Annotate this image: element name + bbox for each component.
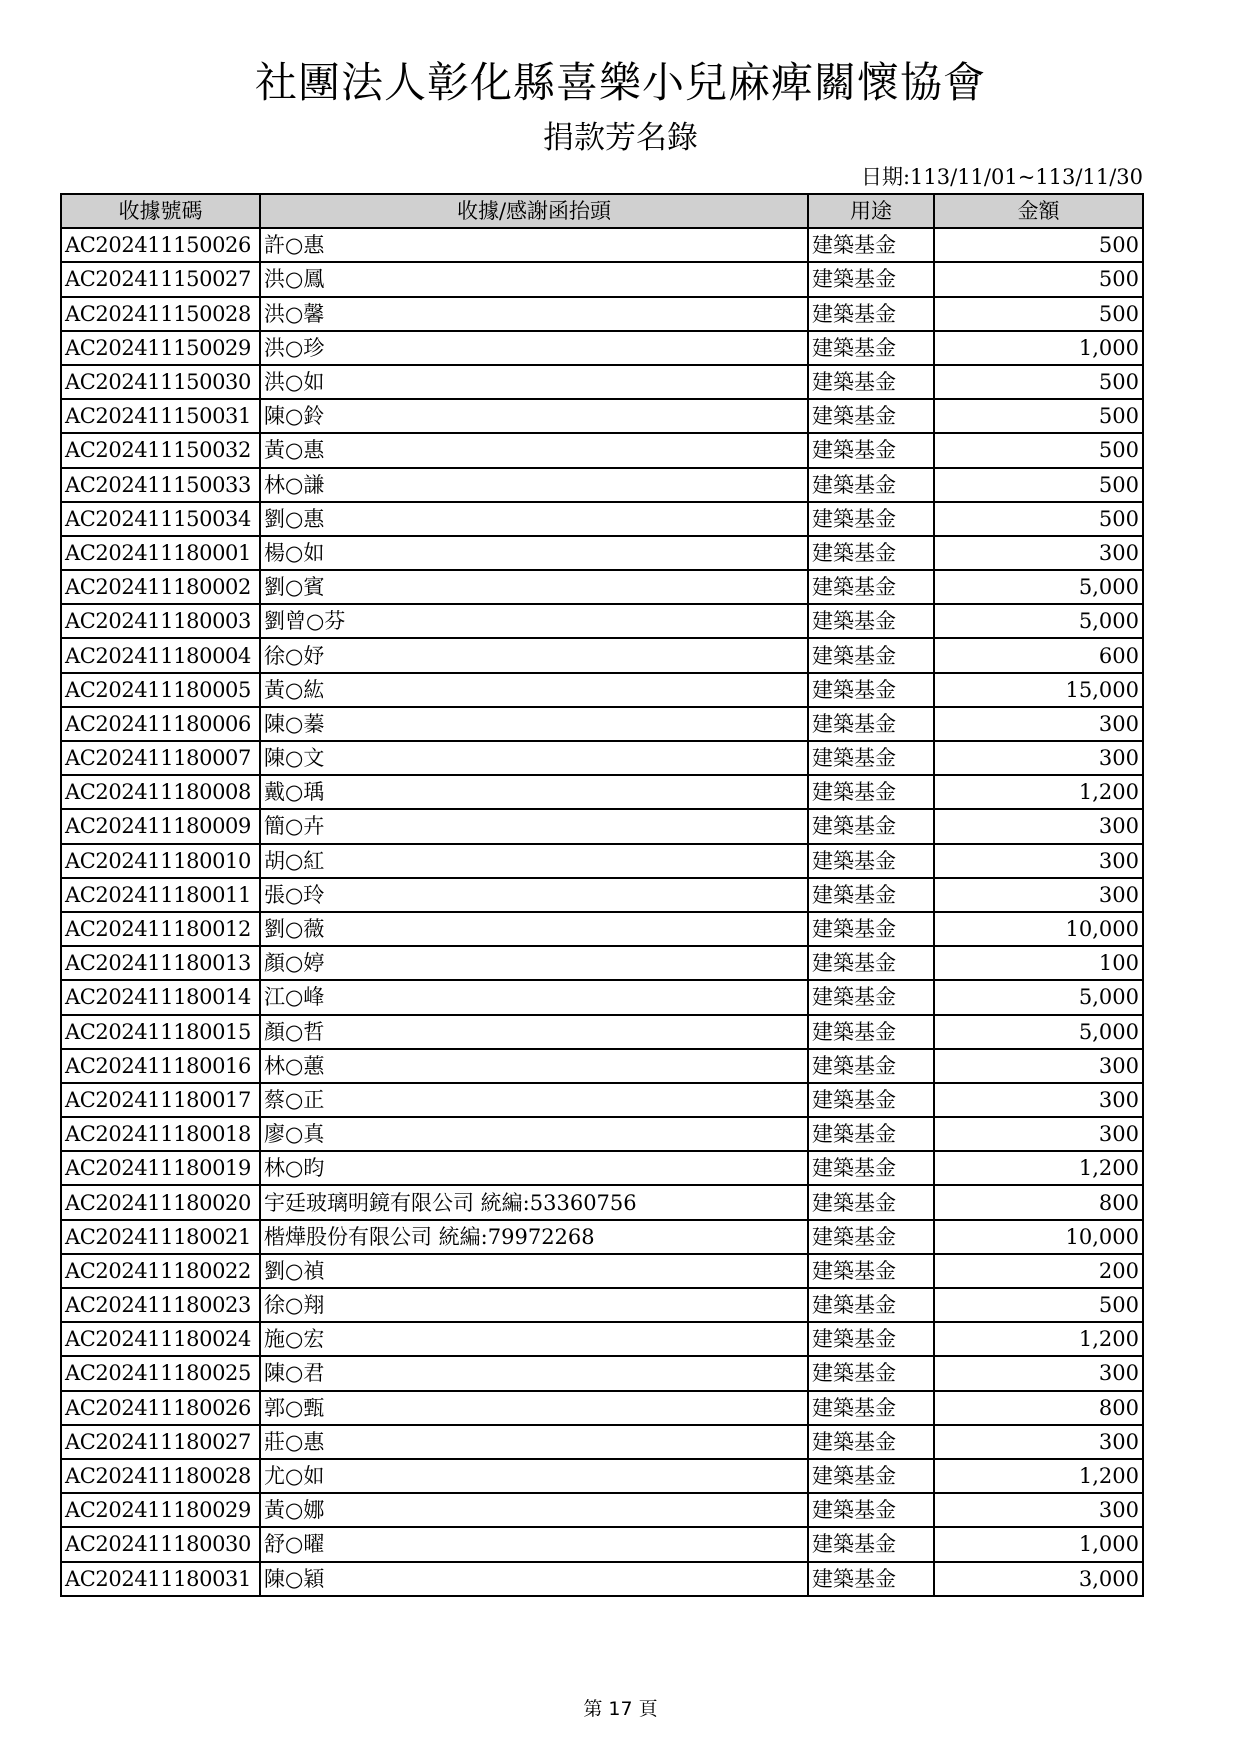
purpose-cell: 建築基金 (808, 809, 934, 843)
receipt-number-cell: AC202411150034 (61, 502, 260, 536)
receipt-number-cell: AC202411180015 (61, 1015, 260, 1049)
receipt-title-cell: 簡○卉 (260, 809, 808, 843)
table-row (61, 1185, 1143, 1219)
receipt-number-cell: AC202411180021 (61, 1220, 260, 1254)
receipt-title-cell: 宇廷玻璃明鏡有限公司 統編:53360756 (260, 1185, 808, 1219)
table-row (61, 1322, 1143, 1356)
receipt-number-cell: AC202411180014 (61, 980, 260, 1014)
receipt-title-cell: 陳○鈴 (260, 399, 808, 433)
amount-cell: 300 (934, 1049, 1143, 1083)
purpose-cell: 建築基金 (808, 331, 934, 365)
purpose-cell: 建築基金 (808, 673, 934, 707)
receipt-title-cell: 黃○惠 (260, 433, 808, 467)
table-row (61, 331, 1143, 365)
receipt-title-cell: 莊○惠 (260, 1425, 808, 1459)
receipt-number-cell: AC202411180016 (61, 1049, 260, 1083)
table-row (61, 775, 1143, 809)
receipt-number-cell: AC202411150030 (61, 365, 260, 399)
receipt-title-cell: 施○宏 (260, 1322, 808, 1356)
table-row (61, 468, 1143, 502)
purpose-cell: 建築基金 (808, 1391, 934, 1425)
receipt-title-cell: 江○峰 (260, 980, 808, 1014)
amount-cell: 300 (934, 707, 1143, 741)
amount-cell: 300 (934, 1493, 1143, 1527)
receipt-number-cell: AC202411180011 (61, 878, 260, 912)
amount-cell: 800 (934, 1391, 1143, 1425)
receipt-number-cell: AC202411180012 (61, 912, 260, 946)
table-row (61, 1049, 1143, 1083)
table-row (61, 1459, 1143, 1493)
purpose-cell: 建築基金 (808, 536, 934, 570)
purpose-cell: 建築基金 (808, 1015, 934, 1049)
purpose-cell: 建築基金 (808, 1562, 934, 1596)
receipt-title-cell: 劉○禎 (260, 1254, 808, 1288)
receipt-title-cell: 尤○如 (260, 1459, 808, 1493)
purpose-cell: 建築基金 (808, 570, 934, 604)
receipt-number-cell: AC202411180027 (61, 1425, 260, 1459)
receipt-number-cell: AC202411180031 (61, 1562, 260, 1596)
receipt-number-cell: AC202411150028 (61, 297, 260, 331)
amount-cell: 5,000 (934, 1015, 1143, 1049)
receipt-number-cell: AC202411180005 (61, 673, 260, 707)
table-row (61, 1254, 1143, 1288)
table-row (61, 946, 1143, 980)
amount-cell: 10,000 (934, 1220, 1143, 1254)
purpose-cell: 建築基金 (808, 946, 934, 980)
receipt-title-cell: 林○謙 (260, 468, 808, 502)
purpose-cell: 建築基金 (808, 468, 934, 502)
column-header-receipt-number: 收據號碼 (61, 194, 260, 228)
receipt-number-cell: AC202411180025 (61, 1356, 260, 1390)
table-row (61, 673, 1143, 707)
purpose-cell: 建築基金 (808, 1527, 934, 1561)
receipt-number-cell: AC202411180009 (61, 809, 260, 843)
purpose-cell: 建築基金 (808, 775, 934, 809)
receipt-title-cell: 舒○曜 (260, 1527, 808, 1561)
receipt-title-cell: 楊○如 (260, 536, 808, 570)
table-header-row (61, 194, 1143, 228)
purpose-cell: 建築基金 (808, 262, 934, 296)
amount-cell: 300 (934, 809, 1143, 843)
purpose-cell: 建築基金 (808, 1185, 934, 1219)
amount-cell: 500 (934, 399, 1143, 433)
purpose-cell: 建築基金 (808, 1425, 934, 1459)
table-row (61, 262, 1143, 296)
column-header-purpose: 用途 (808, 194, 934, 228)
purpose-cell: 建築基金 (808, 1254, 934, 1288)
receipt-title-cell: 廖○真 (260, 1117, 808, 1151)
purpose-cell: 建築基金 (808, 1322, 934, 1356)
receipt-title-cell: 楷燁股份有限公司 統編:79972268 (260, 1220, 808, 1254)
purpose-cell: 建築基金 (808, 844, 934, 878)
table-row (61, 1425, 1143, 1459)
receipt-title-cell: 陳○穎 (260, 1562, 808, 1596)
table-row (61, 844, 1143, 878)
receipt-number-cell: AC202411180026 (61, 1391, 260, 1425)
amount-cell: 500 (934, 228, 1143, 262)
receipt-number-cell: AC202411180030 (61, 1527, 260, 1561)
receipt-number-cell: AC202411180013 (61, 946, 260, 980)
purpose-cell: 建築基金 (808, 399, 934, 433)
amount-cell: 300 (934, 878, 1143, 912)
table-row (61, 741, 1143, 775)
table-row (61, 365, 1143, 399)
table-row (61, 878, 1143, 912)
receipt-title-cell: 陳○文 (260, 741, 808, 775)
receipt-title-cell: 徐○妤 (260, 638, 808, 672)
amount-cell: 5,000 (934, 980, 1143, 1014)
table-row (61, 980, 1143, 1014)
receipt-number-cell: AC202411150032 (61, 433, 260, 467)
amount-cell: 1,200 (934, 1151, 1143, 1185)
receipt-number-cell: AC202411180003 (61, 604, 260, 638)
column-header-amount: 金額 (934, 194, 1143, 228)
table-row (61, 536, 1143, 570)
receipt-number-cell: AC202411180001 (61, 536, 260, 570)
receipt-number-cell: AC202411180023 (61, 1288, 260, 1322)
amount-cell: 300 (934, 1117, 1143, 1151)
table-row (61, 1083, 1143, 1117)
table-row (61, 1391, 1143, 1425)
purpose-cell: 建築基金 (808, 1117, 934, 1151)
document-title: 捐款芳名錄 (543, 120, 698, 156)
receipt-title-cell: 林○昀 (260, 1151, 808, 1185)
amount-cell: 500 (934, 502, 1143, 536)
amount-cell: 15,000 (934, 673, 1143, 707)
receipt-number-cell: AC202411180002 (61, 570, 260, 604)
amount-cell: 500 (934, 468, 1143, 502)
receipt-title-cell: 劉曾○芬 (260, 604, 808, 638)
receipt-number-cell: AC202411180029 (61, 1493, 260, 1527)
receipt-title-cell: 蔡○正 (260, 1083, 808, 1117)
amount-cell: 1,200 (934, 775, 1143, 809)
receipt-number-cell: AC202411150027 (61, 262, 260, 296)
purpose-cell: 建築基金 (808, 1288, 934, 1322)
table-row (61, 1493, 1143, 1527)
donation-table (60, 193, 1144, 1597)
purpose-cell: 建築基金 (808, 433, 934, 467)
amount-cell: 100 (934, 946, 1143, 980)
amount-cell: 1,000 (934, 331, 1143, 365)
purpose-cell: 建築基金 (808, 1049, 934, 1083)
receipt-number-cell: AC202411180008 (61, 775, 260, 809)
receipt-title-cell: 劉○賓 (260, 570, 808, 604)
table-row (61, 1356, 1143, 1390)
receipt-number-cell: AC202411180007 (61, 741, 260, 775)
receipt-title-cell: 戴○瑀 (260, 775, 808, 809)
amount-cell: 5,000 (934, 604, 1143, 638)
organization-title: 社團法人彰化縣喜樂小兒麻痺關懷協會 (254, 58, 986, 107)
purpose-cell: 建築基金 (808, 365, 934, 399)
receipt-title-cell: 郭○甄 (260, 1391, 808, 1425)
table-row (61, 228, 1143, 262)
amount-cell: 300 (934, 1425, 1143, 1459)
purpose-cell: 建築基金 (808, 980, 934, 1014)
amount-cell: 500 (934, 1288, 1143, 1322)
receipt-number-cell: AC202411180022 (61, 1254, 260, 1288)
purpose-cell: 建築基金 (808, 1356, 934, 1390)
purpose-cell: 建築基金 (808, 1493, 934, 1527)
page-number: 第 17 頁 (583, 1698, 658, 1720)
purpose-cell: 建築基金 (808, 878, 934, 912)
amount-cell: 300 (934, 741, 1143, 775)
receipt-title-cell: 顏○婷 (260, 946, 808, 980)
table-row (61, 1015, 1143, 1049)
purpose-cell: 建築基金 (808, 604, 934, 638)
table-row (61, 1117, 1143, 1151)
purpose-cell: 建築基金 (808, 1083, 934, 1117)
purpose-cell: 建築基金 (808, 1151, 934, 1185)
column-header-receipt-title: 收據/感謝函抬頭 (260, 194, 808, 228)
purpose-cell: 建築基金 (808, 707, 934, 741)
table-row (61, 1151, 1143, 1185)
receipt-number-cell: AC202411180028 (61, 1459, 260, 1493)
receipt-number-cell: AC202411150031 (61, 399, 260, 433)
amount-cell: 300 (934, 1083, 1143, 1117)
table-row (61, 912, 1143, 946)
receipt-title-cell: 許○惠 (260, 228, 808, 262)
table-row (61, 707, 1143, 741)
purpose-cell: 建築基金 (808, 297, 934, 331)
receipt-title-cell: 劉○惠 (260, 502, 808, 536)
purpose-cell: 建築基金 (808, 741, 934, 775)
receipt-title-cell: 胡○紅 (260, 844, 808, 878)
receipt-title-cell: 林○蕙 (260, 1049, 808, 1083)
amount-cell: 500 (934, 297, 1143, 331)
table-row (61, 399, 1143, 433)
table-row (61, 1527, 1143, 1561)
amount-cell: 300 (934, 536, 1143, 570)
amount-cell: 600 (934, 638, 1143, 672)
receipt-title-cell: 洪○如 (260, 365, 808, 399)
receipt-title-cell: 洪○馨 (260, 297, 808, 331)
receipt-title-cell: 顏○哲 (260, 1015, 808, 1049)
receipt-title-cell: 黃○娜 (260, 1493, 808, 1527)
purpose-cell: 建築基金 (808, 912, 934, 946)
date-range: 日期:113/11/01~113/11/30 (860, 165, 1143, 189)
receipt-number-cell: AC202411150026 (61, 228, 260, 262)
amount-cell: 200 (934, 1254, 1143, 1288)
purpose-cell: 建築基金 (808, 1220, 934, 1254)
table-row (61, 502, 1143, 536)
receipt-title-cell: 張○玲 (260, 878, 808, 912)
receipt-title-cell: 黃○紘 (260, 673, 808, 707)
amount-cell: 1,000 (934, 1527, 1143, 1561)
receipt-number-cell: AC202411180018 (61, 1117, 260, 1151)
table-row (61, 1220, 1143, 1254)
receipt-number-cell: AC202411150029 (61, 331, 260, 365)
receipt-title-cell: 陳○蓁 (260, 707, 808, 741)
table-row (61, 1562, 1143, 1596)
receipt-title-cell: 洪○鳳 (260, 262, 808, 296)
table-row (61, 297, 1143, 331)
receipt-title-cell: 陳○君 (260, 1356, 808, 1390)
receipt-title-cell: 徐○翔 (260, 1288, 808, 1322)
receipt-number-cell: AC202411180024 (61, 1322, 260, 1356)
receipt-number-cell: AC202411180006 (61, 707, 260, 741)
amount-cell: 1,200 (934, 1459, 1143, 1493)
amount-cell: 500 (934, 262, 1143, 296)
receipt-number-cell: AC202411180004 (61, 638, 260, 672)
receipt-number-cell: AC202411180020 (61, 1185, 260, 1219)
table-row (61, 809, 1143, 843)
purpose-cell: 建築基金 (808, 228, 934, 262)
purpose-cell: 建築基金 (808, 1459, 934, 1493)
receipt-title-cell: 劉○薇 (260, 912, 808, 946)
amount-cell: 300 (934, 1356, 1143, 1390)
receipt-number-cell: AC202411180010 (61, 844, 260, 878)
table-row (61, 433, 1143, 467)
amount-cell: 800 (934, 1185, 1143, 1219)
table-row (61, 604, 1143, 638)
receipt-title-cell: 洪○珍 (260, 331, 808, 365)
receipt-number-cell: AC202411150033 (61, 468, 260, 502)
amount-cell: 500 (934, 365, 1143, 399)
amount-cell: 1,200 (934, 1322, 1143, 1356)
purpose-cell: 建築基金 (808, 638, 934, 672)
table-row (61, 638, 1143, 672)
amount-cell: 3,000 (934, 1562, 1143, 1596)
amount-cell: 10,000 (934, 912, 1143, 946)
amount-cell: 5,000 (934, 570, 1143, 604)
receipt-number-cell: AC202411180019 (61, 1151, 260, 1185)
receipt-number-cell: AC202411180017 (61, 1083, 260, 1117)
amount-cell: 500 (934, 433, 1143, 467)
amount-cell: 300 (934, 844, 1143, 878)
purpose-cell: 建築基金 (808, 502, 934, 536)
table-row (61, 1288, 1143, 1322)
table-row (61, 570, 1143, 604)
